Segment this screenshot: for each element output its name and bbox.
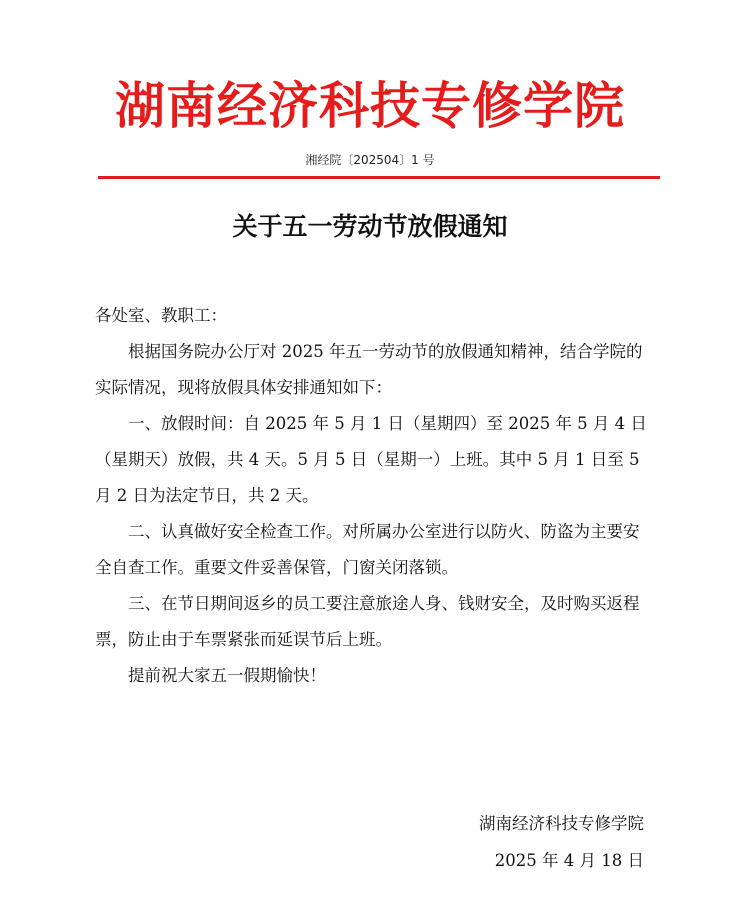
paragraph-wishes: 提前祝大家五一假期愉快！ <box>128 666 326 685</box>
paragraph-holiday-time: 一、放假时间：自 2025 年 5 月 1 日（星期四）至 2025 年 5 月 4 日（星期天）放假，共 4 天。5 月 5 日（星期一）上班。其中 5 月 1 日至 5 月 2 日为法定节日，共 2 天。 <box>95 414 647 505</box>
red-divider-line <box>98 176 660 179</box>
signature-org: 湖南经济科技专修学院 <box>479 814 644 833</box>
notice-title: 关于五一劳动节放假通知 <box>232 212 508 241</box>
paragraph-intro: 根据国务院办公厅对 2025 年五一劳动节的放假通知精神，结合学院的实际情况，现将放假具体安排通知如下： <box>95 342 643 397</box>
paragraph-travel-safety: 三、在节日期间返乡的员工要注意旅途人身、钱财安全，及时购买返程票，防止由于车票紧张而延误节后上班。 <box>95 594 640 649</box>
paragraph-safety-check: 二、认真做好安全检查工作。对所属办公室进行以防火、防盗为主要安全自查工作。重要文件妥善保管，门窗关闭落锁。 <box>95 522 640 577</box>
org-name-header: 湖南经济科技专修学院 <box>115 76 625 135</box>
document-number: 湘经院〔202504〕1 号 <box>305 153 435 167</box>
salutation: 各处室、教职工： <box>95 306 227 325</box>
signature-block <box>479 805 644 879</box>
notice-body <box>95 298 655 694</box>
signature-date: 2025 年 4 月 18 日 <box>494 851 644 870</box>
